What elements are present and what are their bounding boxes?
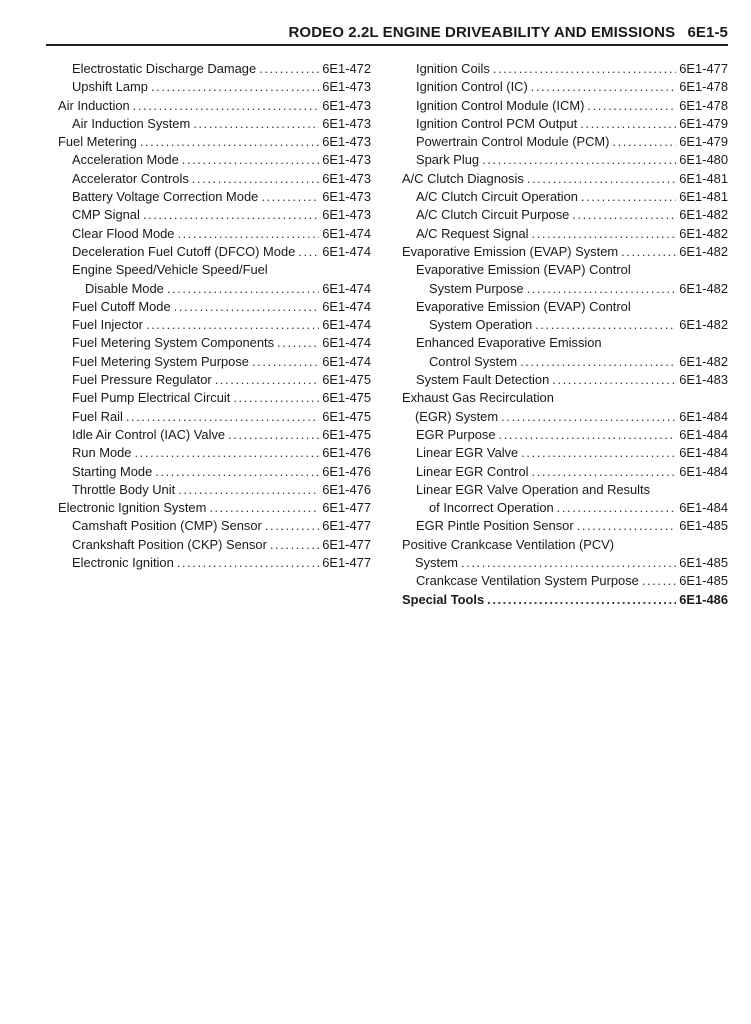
toc-entry-page: 6E1-484 [679,426,728,442]
dot-leader [493,60,676,78]
dot-leader [557,499,677,517]
toc-entry[interactable] [58,517,371,535]
toc-entry[interactable] [402,206,728,224]
toc-entry[interactable] [402,334,728,371]
toc-entry[interactable] [58,316,371,334]
toc-entry-page: 6E1-477 [322,555,371,571]
toc-entry[interactable] [402,444,728,462]
toc-entry[interactable] [58,444,371,462]
toc-entry-page: 6E1-477 [322,518,371,534]
dot-leader [133,97,320,115]
toc-entry[interactable] [402,133,728,151]
toc-entry-page: 6E1-476 [322,481,371,497]
toc-entry-page: 6E1-474 [322,298,371,314]
toc-entry-title: Positive Crankcase Ventilation (PCV) [402,536,615,552]
toc-entry[interactable] [58,481,371,499]
toc-entry[interactable] [58,188,371,206]
toc-entry-page: 6E1-473 [322,189,371,205]
toc-entry-page: 6E1-481 [679,170,728,186]
toc-entry-page: 6E1-480 [679,152,728,168]
toc-entry-title: EGR Pintle Position Sensor [416,518,574,534]
toc-entry-page: 6E1-474 [322,280,371,296]
toc-entry[interactable] [402,591,728,609]
toc-entry-title: Upshift Lamp [72,79,148,95]
dot-leader [572,206,676,224]
dot-leader [527,280,677,298]
toc-entry-page: 6E1-484 [679,445,728,461]
toc-entry[interactable] [402,261,728,298]
toc-entry[interactable] [402,115,728,133]
toc-entry[interactable] [58,426,371,444]
toc-entry-page: 6E1-482 [679,280,728,296]
dot-leader [581,188,676,206]
dot-leader [151,78,319,96]
toc-entry-page: 6E1-485 [679,573,728,589]
toc-entry-page: 6E1-473 [322,115,371,131]
toc-entry[interactable] [58,133,371,151]
toc-entry-title: Powertrain Control Module (PCM) [416,134,610,150]
toc-entry-title: Deceleration Fuel Cutoff (DFCO) Mode [72,243,296,259]
dot-leader [277,334,319,352]
toc-entry-title-continued: of Incorrect Operation [429,500,554,516]
toc-entry-title: EGR Purpose [416,426,496,442]
toc-entry-title: Fuel Cutoff Mode [72,298,171,314]
toc-entry[interactable] [402,60,728,78]
toc-entry-page: 6E1-473 [322,170,371,186]
dot-leader [531,78,676,96]
dot-leader [487,591,676,609]
toc-entry[interactable] [402,170,728,188]
toc-entry-page: 6E1-473 [322,79,371,95]
dot-leader [126,408,319,426]
toc-entry-page: 6E1-479 [679,134,728,150]
dot-leader [193,115,319,133]
header-title: RODEO 2.2L ENGINE DRIVEABILITY AND EMISSIONS [288,24,676,41]
toc-entry-title: A/C Clutch Circuit Purpose [416,207,570,223]
toc-entry-title: Run Mode [72,445,132,461]
toc-entry-title: A/C Clutch Diagnosis [402,170,524,186]
toc-entry[interactable] [402,243,728,261]
toc-entry[interactable] [58,261,371,298]
toc-entry-title: Fuel Rail [72,408,123,424]
dot-leader [143,206,319,224]
toc-entry[interactable] [58,60,371,78]
dot-leader [501,408,676,426]
toc-entry-title: Spark Plug [416,152,480,168]
toc-entry[interactable] [58,151,371,169]
dot-leader [215,371,320,389]
dot-leader [587,97,676,115]
dot-leader [155,463,319,481]
toc-entry-page: 6E1-477 [322,536,371,552]
toc-entry-page: 6E1-474 [322,353,371,369]
toc-entry-title: Fuel Metering System Purpose [72,353,249,369]
toc-entry-page: 6E1-476 [322,445,371,461]
toc-entry-title-continued: System [415,555,458,571]
dot-leader [167,280,319,298]
dot-leader [532,225,677,243]
toc-entry[interactable] [58,371,371,389]
dot-leader [174,298,320,316]
toc-entry-title: Crankshaft Position (CKP) Sensor [72,536,267,552]
toc-entry[interactable] [402,188,728,206]
toc-entry-title: Enhanced Evaporative Emission [416,335,602,351]
page-header [46,24,728,46]
toc-entry-page: 6E1-474 [322,225,371,241]
dot-leader [134,444,319,462]
toc-entry-title-continued: System Operation [429,317,533,333]
toc-entry[interactable] [402,426,728,444]
toc-entry-page: 6E1-475 [322,390,371,406]
toc-entry[interactable] [58,78,371,96]
toc-entry[interactable] [402,225,728,243]
toc-entry[interactable] [58,408,371,426]
toc-entry[interactable] [58,389,371,407]
toc-entry-page: 6E1-484 [679,463,728,479]
toc-entry-page: 6E1-473 [322,134,371,150]
toc-entry-title-continued: System Purpose [429,280,524,296]
dot-leader [532,463,677,481]
toc-entry-title: Exhaust Gas Recirculation [402,390,554,406]
toc-entry-page: 6E1-474 [322,335,371,351]
toc-entry-page: 6E1-481 [679,189,728,205]
toc-entry-title: Linear EGR Control [416,463,529,479]
toc-entry-title: Clear Flood Mode [72,225,175,241]
toc-entry[interactable] [58,243,371,261]
toc-entry[interactable] [58,499,371,517]
toc-entry-title: Idle Air Control (IAC) Valve [72,426,226,442]
toc-entry-title: Fuel Pressure Regulator [72,372,212,388]
toc-entry[interactable] [58,334,371,352]
toc-entry-title: Fuel Metering System Components [72,335,275,351]
toc-entry-title: CMP Signal [72,207,140,223]
toc-entry-title: Ignition Coils [416,61,490,76]
dot-leader [177,225,319,243]
toc-entry[interactable] [58,353,371,371]
toc-entry-page: 6E1-473 [322,97,371,113]
dot-leader [520,353,676,371]
toc-entry-page: 6E1-475 [322,408,371,424]
dot-leader [252,353,319,371]
toc-entry-page: 6E1-474 [322,317,371,333]
toc-entry-title: Special Tools [402,591,485,607]
toc-entry[interactable] [58,225,371,243]
dot-leader [461,554,676,572]
toc-entry-page: 6E1-473 [322,152,371,168]
dot-leader [261,188,319,206]
dot-leader [192,170,319,188]
toc-entry[interactable] [402,536,728,573]
toc-entry-page: 6E1-482 [679,225,728,241]
toc-entry[interactable] [402,517,728,535]
dot-leader [298,243,319,261]
dot-leader [535,316,676,334]
header-page-number: 6E1-5 [687,24,728,41]
dot-leader [580,115,676,133]
toc-entry-title: Fuel Pump Electrical Circuit [72,390,231,406]
toc-entry[interactable] [402,371,728,389]
toc-entry-page: 6E1-482 [679,207,728,223]
toc-entry-page: 6E1-482 [679,353,728,369]
toc-entry[interactable] [402,463,728,481]
dot-leader [265,517,319,535]
toc-entry-title: Electronic Ignition [72,555,174,571]
toc-entry[interactable] [58,97,371,115]
toc-entry-page: 6E1-486 [679,591,728,607]
toc-entry-title: Air Induction System [72,115,191,131]
toc-entry-title: A/C Clutch Circuit Operation [416,189,578,205]
toc-entry-title-continued: (EGR) System [415,408,499,424]
dot-leader [228,426,319,444]
toc-entry-title: Linear EGR Valve [416,445,519,461]
toc-entry[interactable] [402,389,728,426]
dot-leader [612,133,676,151]
toc-entry-title: Crankcase Ventilation System Purpose [416,573,639,589]
toc-entry-page: 6E1-475 [322,372,371,388]
dot-leader [178,481,319,499]
dot-leader [521,444,676,462]
toc-entry-page: 6E1-483 [679,372,728,388]
toc-entry-title-continued: Disable Mode [85,280,164,296]
toc-entry-title: Linear EGR Valve Operation and Results [416,481,651,497]
toc-entry-title: Electronic Ignition System [58,500,207,516]
toc-entry-page: 6E1-482 [679,317,728,333]
toc-entry-title: Camshaft Position (CMP) Sensor [72,518,262,534]
toc-entry[interactable] [402,151,728,169]
dot-leader [209,499,319,517]
toc-entry-page: 6E1-485 [679,555,728,571]
toc-entry-page: 6E1-472 [322,61,371,76]
toc-entry-title: Fuel Metering [58,134,137,150]
dot-leader [177,554,320,572]
toc-entry[interactable] [58,554,371,572]
toc-entry-title: System Fault Detection [416,372,550,388]
toc-entry-title: Battery Voltage Correction Mode [72,189,259,205]
toc-entry-page: 6E1-479 [679,115,728,131]
toc-entry[interactable] [58,298,371,316]
dot-leader [182,151,319,169]
toc-entry[interactable] [58,463,371,481]
dot-leader [577,517,677,535]
toc-entry[interactable] [58,115,371,133]
dot-leader [270,536,319,554]
toc-left-column [58,60,371,572]
toc-entry-page: 6E1-478 [679,97,728,113]
dot-leader [621,243,676,261]
dot-leader [259,60,319,78]
toc-entry-title: Engine Speed/Vehicle Speed/Fuel [72,262,268,278]
toc-entry[interactable] [58,206,371,224]
toc-entry-page: 6E1-475 [322,426,371,442]
toc-entry[interactable] [402,298,728,335]
toc-entry-title: Evaporative Emission (EVAP) Control [416,298,631,314]
toc-entry-page: 6E1-484 [679,408,728,424]
toc-entry[interactable] [402,481,728,518]
dot-leader [499,426,677,444]
toc-entry-title-continued: Control System [429,353,518,369]
toc-entry-title: Ignition Control (IC) [416,79,528,95]
toc-entry-page: 6E1-477 [322,500,371,516]
dot-leader [552,371,676,389]
toc-entry-title: Ignition Control PCM Output [416,115,578,131]
dot-leader [233,389,319,407]
dot-leader [482,151,676,169]
toc-entry-page: 6E1-477 [679,61,728,76]
toc-entry-title: Starting Mode [72,463,153,479]
dot-leader [140,133,319,151]
toc-entry-page: 6E1-485 [679,518,728,534]
toc-entry-page: 6E1-474 [322,243,371,259]
toc-entry-title: A/C Request Signal [416,225,529,241]
toc-entry-page: 6E1-473 [322,207,371,223]
toc-entry-page: 6E1-478 [679,79,728,95]
dot-leader [527,170,676,188]
toc-entry-page: 6E1-476 [322,463,371,479]
toc-entry-title: Evaporative Emission (EVAP) System [402,243,619,259]
toc-entry[interactable] [58,536,371,554]
toc-entry-title: Ignition Control Module (ICM) [416,97,585,113]
toc-entry-title: Accelerator Controls [72,170,189,186]
toc-entry[interactable] [402,97,728,115]
toc-entry-title: Throttle Body Unit [72,481,176,497]
toc-entry-title: Fuel Injector [72,317,143,333]
toc-entry-title: Air Induction [58,97,130,113]
dot-leader [146,316,319,334]
toc-entry[interactable] [402,572,728,590]
toc-entry-page: 6E1-484 [679,500,728,516]
toc-entry[interactable] [402,78,728,96]
toc-right-column [402,60,728,609]
toc-entry-title: Acceleration Mode [72,152,179,168]
dot-leader [642,572,676,590]
toc-entry-title: Evaporative Emission (EVAP) Control [416,262,631,278]
toc-entry[interactable] [58,170,371,188]
toc-entry-page: 6E1-482 [679,243,728,259]
toc-entry-title: Electrostatic Discharge Damage [72,61,257,76]
